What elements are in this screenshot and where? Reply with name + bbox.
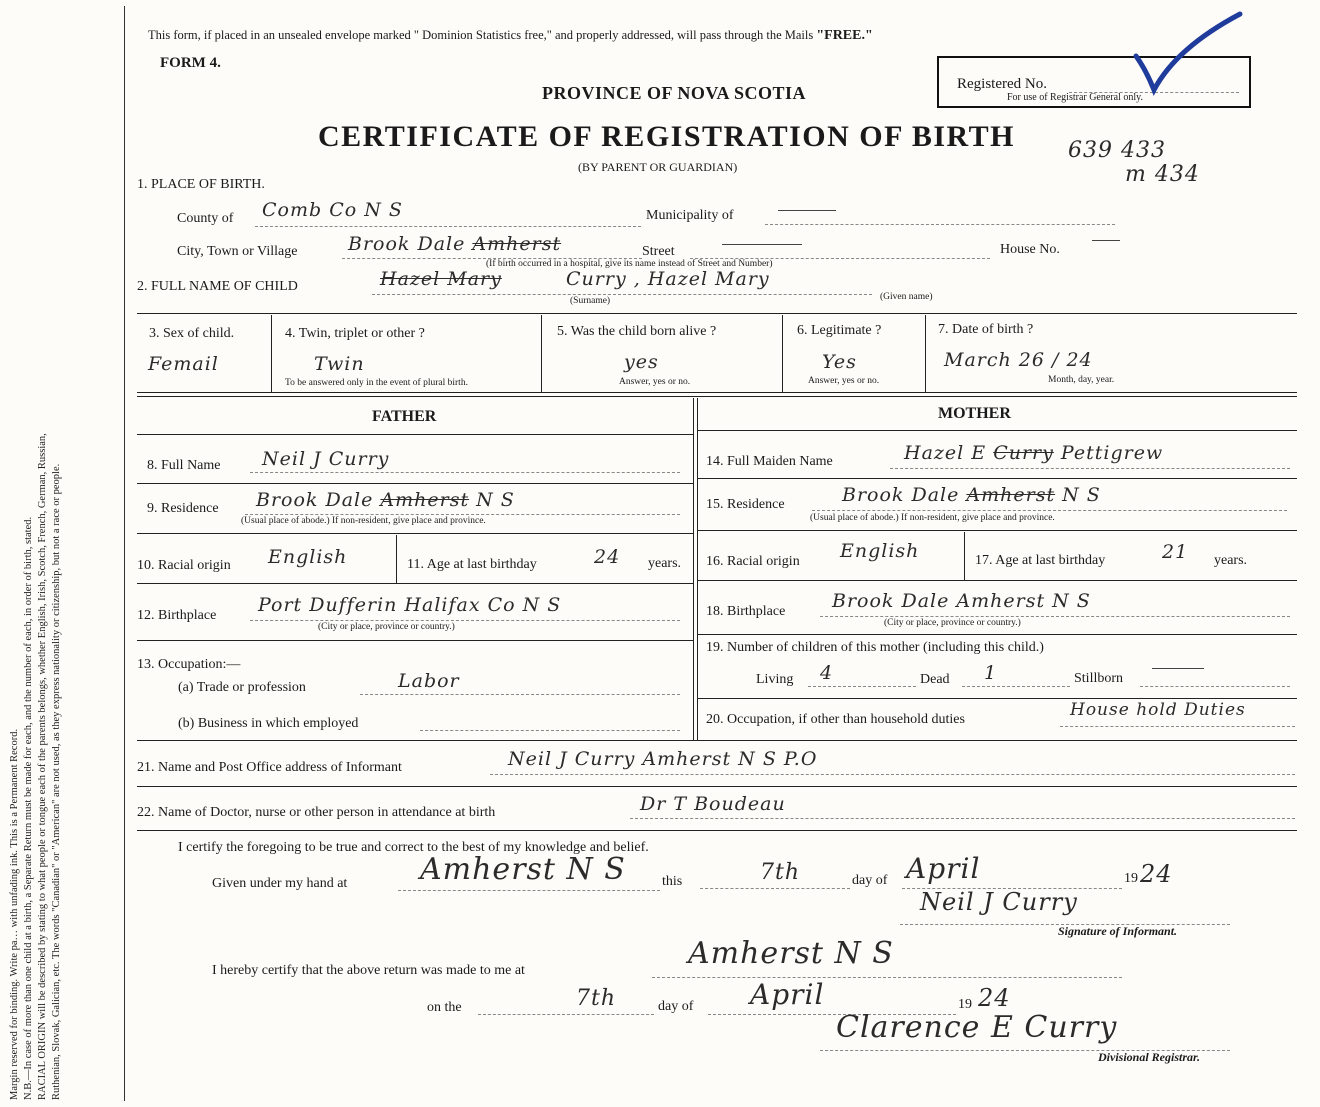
father-residence-value: Brook Dale Amherst N S <box>256 489 515 511</box>
father-trade-value: Labor <box>398 670 460 692</box>
hospital-note: (If birth occurred in a hospital, give its name instead of Street and Number) <box>486 259 773 269</box>
twin-label: 4. Twin, triplet or other ? <box>285 326 425 341</box>
living-value: 4 <box>820 662 834 684</box>
registered-label: Registered No. <box>957 76 1047 92</box>
mother-occupation-value: House hold Duties <box>1070 700 1246 720</box>
date-of-birth-note: Month, day, year. <box>1048 375 1115 385</box>
mother-children-label: 19. Number of children of this mother (including this child.) <box>706 640 1044 655</box>
registrar-month-value: April <box>750 978 825 1011</box>
mother-birthplace-note: (City or place, province or country.) <box>884 618 1021 628</box>
registrar-signature: Clarence E Curry <box>836 1010 1118 1045</box>
father-birthplace-value: Port Dufferin Halifax Co N S <box>258 594 562 616</box>
father-residence-label: 9. Residence <box>147 501 219 516</box>
certify-statement: I certify the foregoing to be true and correct to the best of my knowledge and belief. <box>178 840 649 855</box>
registrar-day-value: 7th <box>576 986 617 1011</box>
given-day-value: 7th <box>760 860 801 885</box>
this-label: this <box>662 874 683 889</box>
form-number: FORM 4. <box>160 55 221 71</box>
informant-signature: Neil J Curry <box>920 888 1078 916</box>
legitimate-value: Yes <box>822 351 857 373</box>
registrar-place: Amherst N S <box>688 936 894 971</box>
registrar-year-value: 24 <box>978 984 1011 1012</box>
place-of-birth-label: 1. PLACE OF BIRTH. <box>137 177 265 192</box>
child-name-struck: Hazel Mary <box>380 268 502 290</box>
given-at-place: Amherst N S <box>420 852 626 887</box>
registrar-signature-label: Divisional Registrar. <box>1098 1050 1201 1064</box>
dead-label: Dead <box>920 672 950 687</box>
child-name-value: Curry , Hazel Mary <box>566 268 770 290</box>
father-birthplace-label: 12. Birthplace <box>137 608 217 623</box>
twin-note: To be answered only in the event of plural birth. <box>285 378 468 388</box>
registrar-year-prefix: 19 <box>958 997 972 1012</box>
registration-number: 639 433 <box>1068 138 1166 163</box>
father-residence-note: (Usual place of abode.) If non-resident, give place and province. <box>241 516 486 526</box>
father-name-value: Neil J Curry <box>262 448 390 470</box>
mother-heading: MOTHER <box>938 405 1011 422</box>
mail-notice: This form, if placed in an unsealed envelope marked " Dominion Statistics free," and properly addressed, will pass through the Mails "FREE." <box>148 28 873 43</box>
mother-residence-value: Brook Dale Amherst N S <box>842 484 1101 506</box>
informant-signature-label: Signature of Informant. <box>1058 924 1178 938</box>
father-birthplace-note: (City or place, province or country.) <box>318 622 455 632</box>
mother-residence-note: (Usual place of abode.) If non-resident, give place and province. <box>810 513 1055 523</box>
dead-value: 1 <box>984 662 998 684</box>
stillborn-label: Stillborn <box>1074 671 1124 686</box>
certificate-subtitle: (BY PARENT OR GUARDIAN) <box>578 160 738 174</box>
registrar-note: For use of Registrar General only. <box>1007 92 1143 103</box>
mother-name-label: 14. Full Maiden Name <box>706 454 833 469</box>
attendant-value: Dr T Boudeau <box>640 793 786 815</box>
given-year-prefix: 19 <box>1124 871 1138 886</box>
check-mark-icon <box>1128 8 1248 98</box>
mother-racial-origin-label: 16. Racial origin <box>706 554 800 569</box>
date-of-birth-value: March 26 / 24 <box>944 349 1093 371</box>
municipality-label: Municipality of <box>646 208 734 223</box>
sex-value: Femail <box>148 353 219 375</box>
margin-instructions <box>8 10 64 1100</box>
father-racial-origin-value: English <box>268 546 348 568</box>
mother-racial-origin-value: English <box>840 540 920 562</box>
given-month-value: April <box>906 852 981 885</box>
registrar-statement: I hereby certify that the above return was made to me at <box>212 963 525 978</box>
mother-occupation-label: 20. Occupation, if other than household duties <box>706 712 965 727</box>
father-heading: FATHER <box>372 408 437 425</box>
father-business-label: (b) Business in which employed <box>178 716 359 731</box>
mother-age-value: 21 <box>1162 541 1189 563</box>
mother-years-label: years. <box>1214 553 1248 568</box>
city-value: Brook Dale Amherst <box>348 233 562 255</box>
legitimate-note: Answer, yes or no. <box>808 376 880 386</box>
registration-sub-number: m 434 <box>1125 162 1200 187</box>
father-years-label: years. <box>648 556 682 571</box>
given-day-of-label: day of <box>852 873 888 888</box>
margin-line-1: Margin reserved for binding. Write pa… with unfading ink. This is a Permanent Record. <box>9 728 20 1100</box>
twin-value: Twin <box>314 353 365 375</box>
mother-birthplace-label: 18. Birthplace <box>706 604 786 619</box>
father-age-value: 24 <box>594 546 621 568</box>
margin-line-4: Ruthenian, Slovak, Galician, etc. The words "Canadian" or "American" are not used, as they express nationality or citizenship, but not a race or people. <box>51 463 62 1100</box>
father-trade-label: (a) Trade or profession <box>178 680 306 695</box>
born-alive-value: yes <box>624 351 659 373</box>
surname-note: (Surname) <box>570 296 611 306</box>
attendant-label: 22. Name of Doctor, nurse or other person in attendance at birth <box>137 805 496 820</box>
father-occupation-label: 13. Occupation:— <box>137 657 241 672</box>
certificate-title: CERTIFICATE OF REGISTRATION OF BIRTH <box>318 120 1015 153</box>
house-number-label: House No. <box>1000 242 1060 257</box>
father-racial-origin-label: 10. Racial origin <box>137 558 231 573</box>
born-alive-label: 5. Was the child born alive ? <box>557 324 717 339</box>
given-name-note: (Given name) <box>880 292 933 302</box>
city-label: City, Town or Village <box>177 244 298 259</box>
sex-label: 3. Sex of child. <box>149 326 235 341</box>
margin-line-2: N.B.—In case of more than one child at a birth, a Separate Return must be made for each, and the number of each, in order of birth, stated. <box>23 516 34 1100</box>
on-the-label: on the <box>427 1000 462 1015</box>
registrar-day-of-label: day of <box>658 999 694 1014</box>
legitimate-label: 6. Legitimate ? <box>797 323 882 338</box>
informant-label: 21. Name and Post Office address of Informant <box>137 760 402 775</box>
father-age-label: 11. Age at last birthday <box>407 557 537 572</box>
mother-name-value: Hazel E Curry Pettigrew <box>904 442 1164 464</box>
informant-value: Neil J Curry Amherst N S P.O <box>508 748 818 770</box>
margin-line-3: RACIAL ORIGIN will be described by stating to what people or tongue each of the parents belongs, whether English, Irish, Scotch, French, German, Russian, <box>37 433 48 1100</box>
living-label: Living <box>756 672 794 687</box>
mother-age-label: 17. Age at last birthday <box>975 553 1106 568</box>
date-of-birth-label: 7. Date of birth ? <box>938 322 1034 337</box>
given-year-value: 24 <box>1140 860 1173 888</box>
father-name-label: 8. Full Name <box>147 458 221 473</box>
province-heading: PROVINCE OF NOVA SCOTIA <box>542 83 807 103</box>
born-alive-note: Answer, yes or no. <box>619 377 691 387</box>
margin-rule <box>124 6 125 1101</box>
county-label: County of <box>177 211 234 226</box>
given-at-label: Given under my hand at <box>212 876 348 891</box>
child-name-label: 2. FULL NAME OF CHILD <box>137 279 298 294</box>
street-label: Street <box>642 244 675 259</box>
mother-residence-label: 15. Residence <box>706 497 785 512</box>
county-value: Comb Co N S <box>262 199 403 221</box>
mother-birthplace-value: Brook Dale Amherst N S <box>832 590 1091 612</box>
